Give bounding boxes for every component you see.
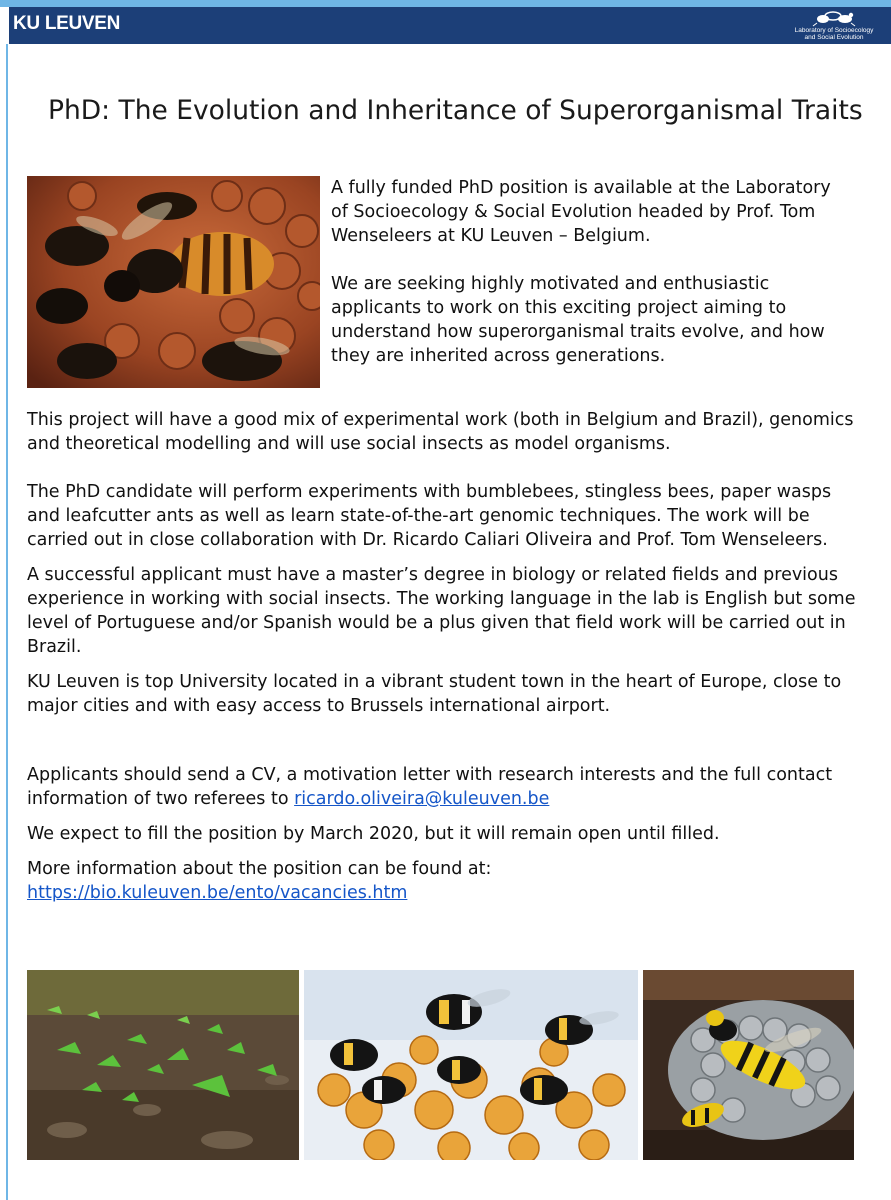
leafcutter-ants-photo: [27, 970, 299, 1160]
more-info-text: More information about the position can be found at:: [27, 859, 492, 879]
ku-leuven-logo[interactable]: KU LEUVEN: [13, 13, 121, 34]
paragraph-project: This project will have a good mix of experimental work (both in Belgium and Brazil), genomics and theoretical modelling and will use social insects as model organisms.: [27, 410, 854, 454]
lab-logo-line2: and Social Evolution: [804, 34, 864, 41]
paragraph-application: [27, 763, 862, 811]
bumblebees-photo: [304, 970, 638, 1160]
page-title: PhD: The Evolution and Inheritance of Superorganismal Traits: [48, 95, 863, 126]
intro-paragraph-1: A fully funded PhD position is available at the Laboratory of Socioecology & Social Evolution headed by Prof. Tom Wenseleers at KU Leuven – Belgium.: [331, 178, 831, 246]
paragraph-location: KU Leuven is top University located in a vibrant student town in the heart of Europe, close to major cities and with easy access to Brussels international airport.: [27, 672, 842, 716]
top-accent-strip: [0, 0, 891, 7]
lab-logo-line1: Laboratory of Socioecology: [794, 27, 874, 34]
body-block: [27, 408, 862, 905]
email-link[interactable]: ricardo.oliveira@kuleuven.be: [294, 789, 550, 809]
paragraph-more-info: [27, 857, 862, 905]
paragraph-deadline: We expect to fill the position by March 2020, but it will remain open until filled.: [27, 824, 720, 844]
vacancies-link[interactable]: https://bio.kuleuven.be/ento/vacancies.htm: [27, 883, 408, 903]
insect-logo-icon: [811, 9, 857, 27]
paragraph-candidate: The PhD candidate will perform experiments with bumblebees, stingless bees, paper wasps and leafcutter ants as well as learn state-of-the-art genomic techniques. The work will be carried out in close collaboration with Dr. Ricardo Caliari Oliveira and Prof. Tom Wenseleers.: [27, 482, 832, 550]
paper-wasps-photo: [643, 970, 854, 1160]
paragraph-requirements: A successful applicant must have a master’s degree in biology or related fields and previous experience in working with social insects. The working language in the lab is English but some level of Portuguese and/or Spanish would be a plus given that field work will be carried out in Brazil.: [27, 565, 856, 657]
lab-logo: [789, 9, 879, 43]
left-border: [0, 7, 9, 1200]
intro-paragraph-2: We are seeking highly motivated and enthusiastic applicants to work on this exciting project aiming to understand how superorganismal traits evolve, and how they are inherited across generations.: [331, 274, 825, 366]
application-text: Applicants should send a CV, a motivation letter with research interests and the full contact information of two referees to: [27, 765, 833, 809]
header-bar: [9, 7, 891, 44]
stingless-bee-photo: [27, 176, 320, 388]
intro-block: [331, 176, 841, 368]
